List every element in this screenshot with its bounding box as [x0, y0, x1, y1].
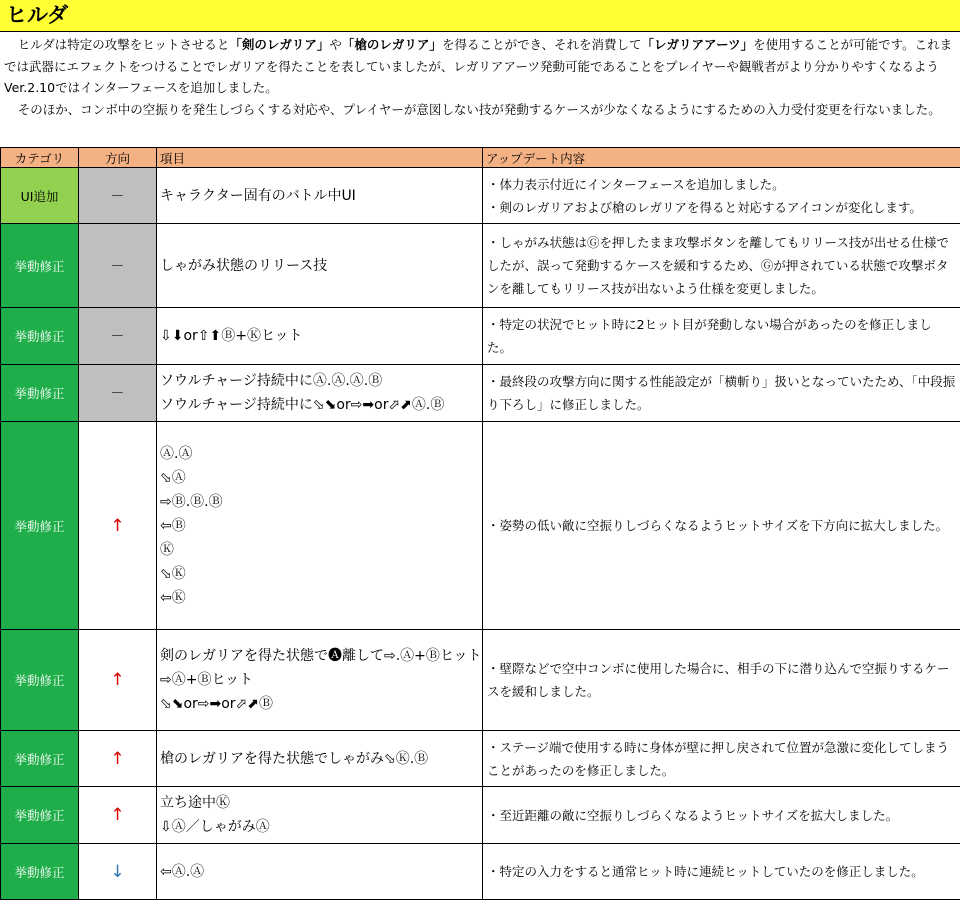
header-category: カテゴリ [1, 148, 79, 168]
item-line: 槍のレガリアを得た状態でしゃがみ⬂Ⓚ.Ⓑ [160, 750, 429, 767]
item-cell [157, 224, 483, 308]
update-line: ・壁際などで空中コンボに使用した場合に、相手の下に潜り込んで空振りするケースを緩和しました。 [487, 661, 950, 699]
item-line: 立ち途中Ⓚ [160, 795, 230, 811]
direction-none-cell: － [79, 365, 157, 422]
update-line: ・しゃがみ状態はⒼを押したまま攻撃ボタンを離してもリリース技が出せる仕様でしたが、誤って発動するケースを緩和するため、Ⓖが押されている状態で攻撃ボタンを離してもリリース技が出ないよう仕様を変更しました。 [487, 235, 949, 296]
category-cell: 挙動修正 [1, 365, 79, 422]
update-line: ・姿勢の低い敵に空振りしづらくなるようヒットサイズを下方向に拡大しました。 [487, 518, 949, 533]
category-cell: 挙動修正 [1, 308, 79, 365]
update-cell [483, 731, 960, 787]
category-cell: UI追加 [1, 168, 79, 224]
header-update: アップデート内容 [483, 148, 960, 168]
intro-paragraph-2: そのほか、コンボ中の空振りを発生しづらくする対応や、プレイヤーが意図しない技が発動するケースが少なくなるようにするための入力受付変更を行ないました。 [17, 101, 941, 117]
item-cell [157, 731, 483, 787]
item-cell [157, 308, 483, 365]
update-line: ・特定の入力をすると通常ヒット時に連続ヒットしていたのを修正しました。 [487, 864, 924, 879]
header-direction: 方向 [79, 148, 157, 168]
item-line: キャラクター固有のバトル中UI [160, 187, 356, 204]
item-line: ⇨Ⓑ.Ⓑ.Ⓑ [160, 493, 223, 510]
table-header-row [1, 148, 960, 168]
table-row [1, 787, 960, 844]
item-line: ソウルチャージ持続中に⬂⬊or⇨➡or⬀⬈Ⓐ.Ⓑ [160, 397, 445, 413]
item-cell [157, 365, 483, 422]
category-cell: 挙動修正 [1, 224, 79, 308]
item-line: ⇦Ⓐ.Ⓐ [160, 863, 205, 880]
intro-paragraph-1 [4, 34, 956, 99]
category-cell: 挙動修正 [1, 787, 79, 844]
item-line: ⇩⬇or⇧⬆Ⓑ+Ⓚヒット [160, 328, 303, 344]
item-cell [157, 787, 483, 844]
table-body [1, 168, 960, 900]
item-line: ⇨Ⓐ+Ⓑヒット [160, 672, 254, 688]
header-item: 項目 [157, 148, 483, 168]
category-cell: 挙動修正 [1, 422, 79, 630]
intro-text-segment: を得ることができ、それを消費して [441, 37, 642, 52]
item-line: 剣のレガリアを得た状態で🅐離して⇨.Ⓐ+Ⓑヒット [160, 648, 482, 664]
table-row [1, 630, 960, 731]
category-cell: 挙動修正 [1, 731, 79, 787]
table-row [1, 844, 960, 900]
intro-text-segment: ヒルダは特定の攻撃をヒットさせると [17, 37, 230, 52]
intro-bold-term: 「レガリアアーツ」 [641, 37, 754, 52]
table-row [1, 224, 960, 308]
item-line: しゃがみ状態のリリース技 [160, 257, 328, 274]
item-cell [157, 168, 483, 224]
update-line: ・特定の状況でヒット時に2ヒット目が発動しない場合があったのを修正しました。 [487, 317, 932, 355]
direction-none-cell: － [79, 308, 157, 365]
item-line: ⇩Ⓐ／しゃがみⒶ [160, 819, 270, 835]
direction-up-icon: ↑ [79, 731, 157, 787]
intro-text [0, 32, 960, 147]
table-row [1, 168, 960, 224]
item-line: ⬂Ⓐ [160, 469, 186, 486]
direction-down-icon: ↓ [79, 844, 157, 900]
category-cell: 挙動修正 [1, 630, 79, 731]
character-title: ヒルダ [0, 0, 960, 32]
table-row [1, 422, 960, 630]
intro-text-segment: や [329, 37, 342, 52]
intro-bold-term: 「剣のレガリア」 [229, 37, 330, 52]
update-cell [483, 787, 960, 844]
update-line: ・至近距離の敵に空振りしづらくなるようヒットサイズを拡大しました。 [487, 807, 899, 823]
category-cell: 挙動修正 [1, 844, 79, 900]
direction-up-icon: ↑ [79, 422, 157, 630]
item-line: Ⓚ [160, 541, 174, 558]
direction-up-icon: ↑ [79, 787, 157, 844]
update-line: ・剣のレガリアおよび槍のレガリアを得ると対応するアイコンが変化します。 [487, 199, 922, 215]
item-cell [157, 844, 483, 900]
item-line: ソウルチャージ持続中にⒶ.Ⓐ.Ⓐ.Ⓑ [160, 373, 383, 389]
item-line: ⇦Ⓑ [160, 517, 186, 534]
update-cell [483, 844, 960, 900]
item-line: ⬂Ⓚ [160, 565, 186, 582]
update-cell [483, 422, 960, 630]
update-cell [483, 168, 960, 224]
update-cell [483, 630, 960, 731]
update-cell [483, 224, 960, 308]
update-cell [483, 365, 960, 422]
item-cell [157, 630, 483, 731]
item-cell [157, 422, 483, 630]
item-line: ⇦Ⓚ [160, 589, 186, 606]
update-line: ・体力表示付近にインターフェースを追加しました。 [487, 176, 785, 192]
direction-none-cell: － [79, 168, 157, 224]
table-row [1, 731, 960, 787]
direction-none-cell: － [79, 224, 157, 308]
direction-up-icon: ↑ [79, 630, 157, 731]
update-table [0, 147, 960, 900]
item-line: Ⓐ.Ⓐ [160, 445, 193, 462]
table-row [1, 365, 960, 422]
item-line: ⬂⬊or⇨➡or⬀⬈Ⓑ [160, 696, 274, 712]
intro-text-segment: を使用することが可能です。これまでは武器にエフェクトをつけることでレガリアを得たことを表していましたが、レガリアアーツ発動可能であることをプレイヤーや観戦者がより分かりやすくなるようVer.2.10ではインターフェースを追加しました。 [4, 37, 953, 95]
update-line: ・最終段の攻撃方向に関する性能設定が「横斬り」扱いとなっていたため、「中段振り下ろし」に修正しました。 [487, 374, 956, 412]
update-cell [483, 308, 960, 365]
update-line: ・ステージ端で使用する時に身体が壁に押し戻されて位置が急激に変化してしまうことがあったのを修正しました。 [487, 739, 950, 778]
table-row [1, 308, 960, 365]
intro-bold-term: 「槍のレガリア」 [341, 37, 442, 52]
